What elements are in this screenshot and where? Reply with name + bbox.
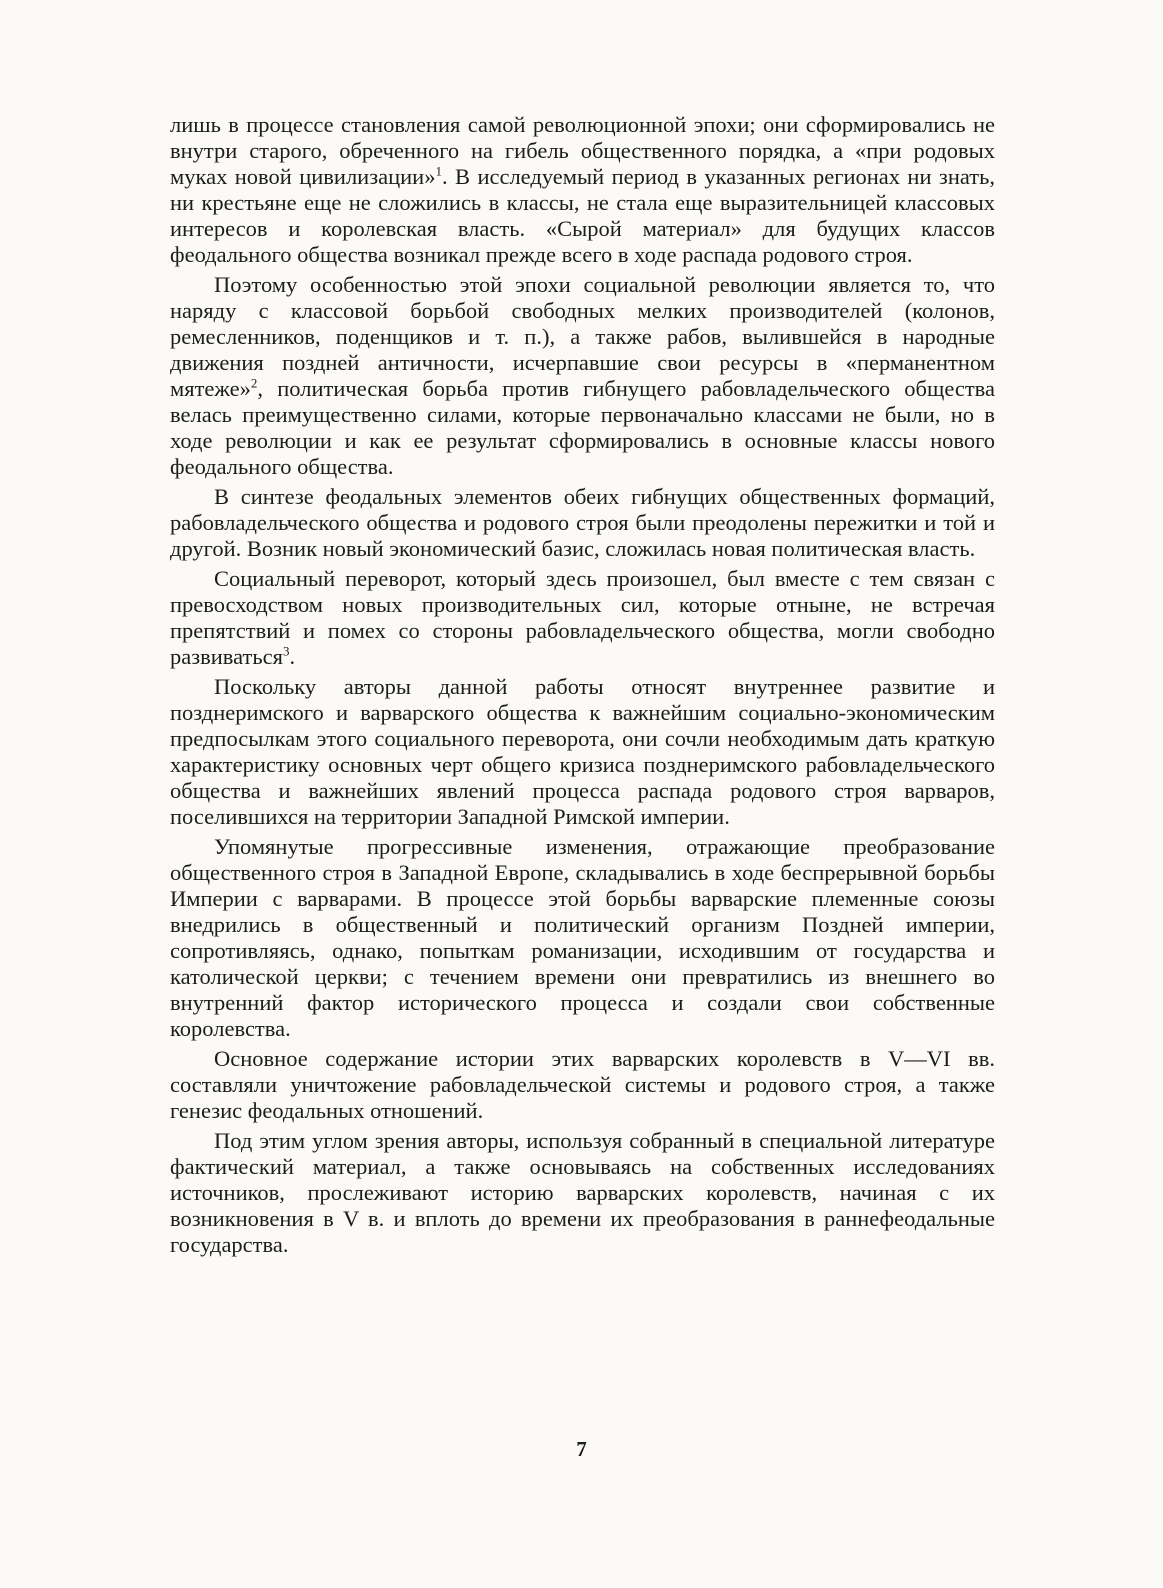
- paragraph-7: Основное содержание истории этих варварских королевств в V—VI вв. составляли уничтожение рабовладельческой системы и родового строя, а также генезис феодальных отношений.: [170, 1046, 995, 1123]
- paragraph-6: Упомянутые прогрессивные изменения, отражающие преобразование общественного строя в Западной Европе, складывались в ходе беспрерывной борьбы Империи с варварами. В процессе этой борьбы варварские племенные союзы внедрились в общественный и политический организм Поздней империи, сопротивляясь, однако, попыткам романизации, исходившим от государства и католической церкви; с течением времени они превратились из внешнего во внутренний фактор исторического процесса и создали свои собственные королевства.: [170, 834, 995, 1041]
- body-text: [170, 112, 995, 1262]
- paragraph-5: Поскольку авторы данной работы относят внутреннее развитие и позднеримского и варварского общества к важнейшим социально-экономическим предпосылкам этого социального переворота, они сочли необходимым дать краткую характеристику основных черт общего кризиса позднеримского рабовладельческого общества и важнейших явлений процесса распада родового строя варваров, поселившихся на территории Западной Римской империи.: [170, 674, 995, 829]
- paragraph-3: В синтезе феодальных элементов обеих гибнущих общественных формаций, рабовладельческого общества и родового строя были преодолены пережитки и той и другой. Возник новый экономический базис, сложилась новая политическая власть.: [170, 484, 995, 561]
- paragraph-2: Поэтому особенностью этой эпохи социальной революции является то, что наряду с классовой борьбой свободных мелких производителей (колонов, ремесленников, поденщиков и т. п.), а также рабов, вылившейся в народные движения поздней античности, исчерпавшие свои ресурсы в «перманентном мятеже»$^2$, политическая борьба против гибнущего рабовладельческого общества велась преимущественно силами, которые первоначально классами не были, но в ходе революции и как ее результат сформировались в основные классы нового феодального общества.: [170, 272, 995, 479]
- paragraph-1: лишь в процессе становления самой революционной эпохи; они сформировались не внутри старого, обреченного на гибель общественного порядка, а «при родовых муках новой цивилизации»$^1$. В исследуемый период в указанных регионах ни знать, ни крестьяне еще не сложились в классы, не стала еще выразительницей классовых интересов и королевская власть. «Сырой материал» для будущих классов феодального общества возникал прежде всего в ходе распада родового строя.: [170, 112, 995, 267]
- page-number: 7: [576, 1437, 587, 1461]
- paragraph-4: Социальный переворот, который здесь произошел, был вместе с тем связан с превосходством новых производительных сил, которые отныне, не встречая препятствий и помех со стороны рабовладельческого общества, могли свободно развиваться$^3$.: [170, 566, 995, 669]
- paragraph-8: Под этим углом зрения авторы, используя собранный в специальной литературе фактический материал, а также основываясь на собственных исследованиях источников, прослеживают историю варварских королевств, начиная с их возникновения в V в. и вплоть до времени их преобразования в раннефеодальные государства.: [170, 1128, 995, 1257]
